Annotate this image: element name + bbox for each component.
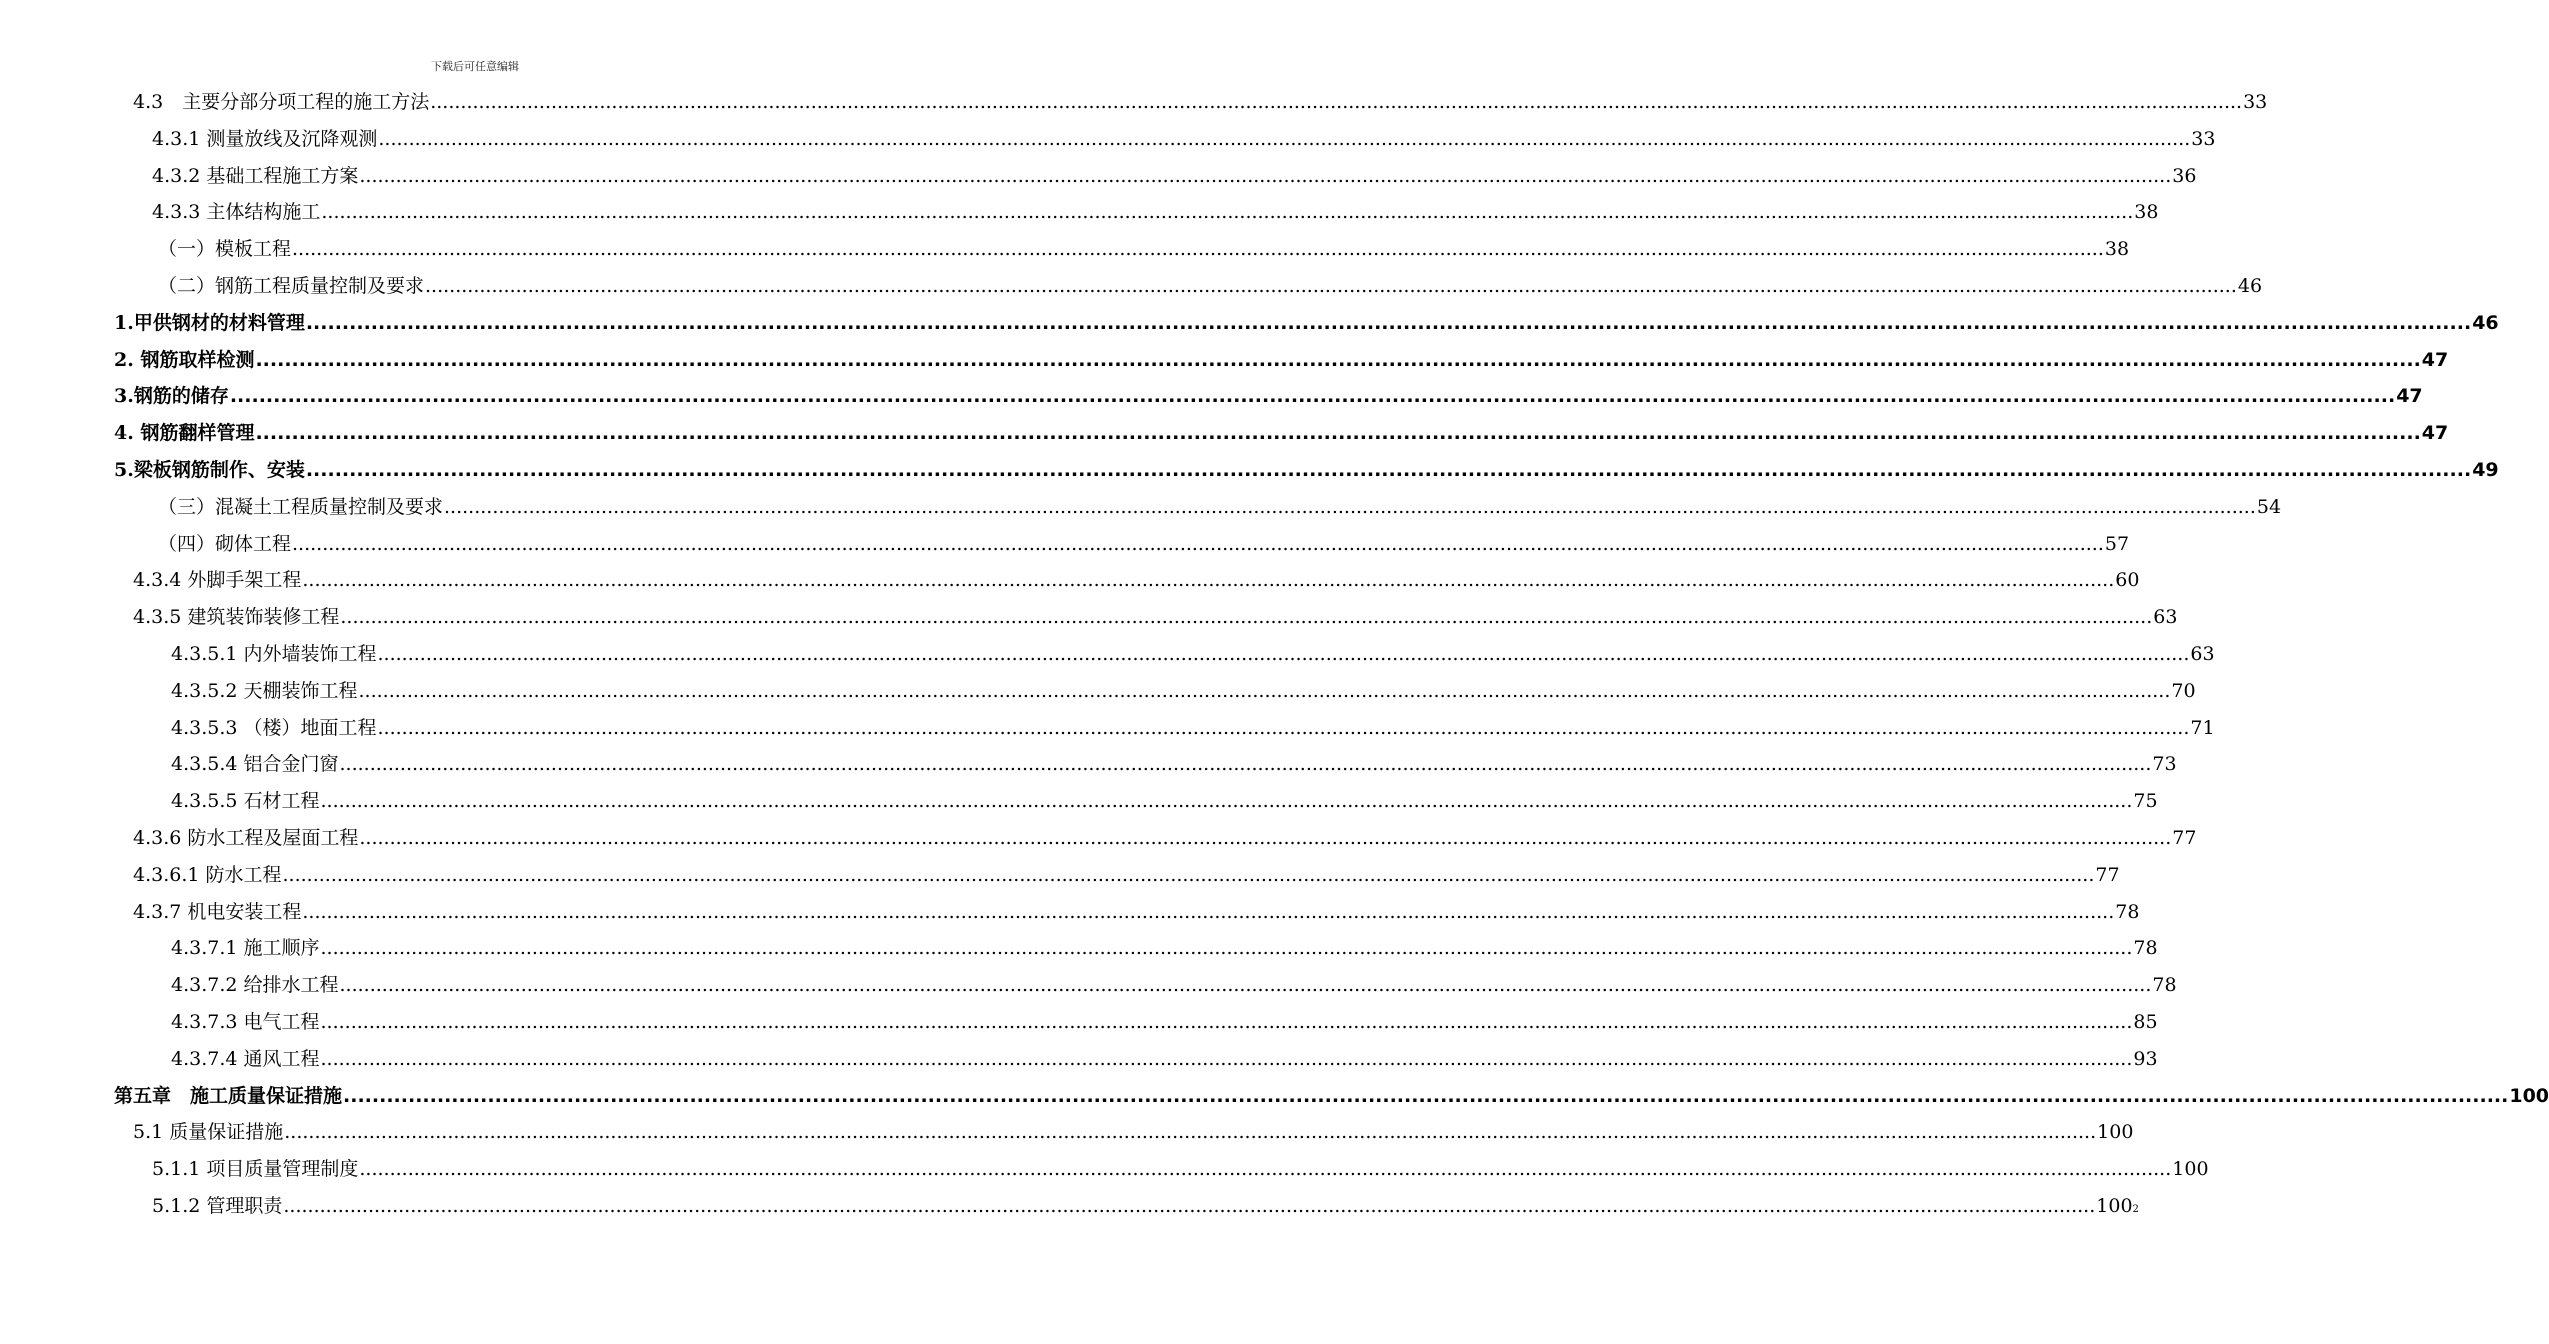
toc-entry-label: 4.3.5.5 石材工程 (171, 790, 320, 812)
toc-entry-label: 3.钢筋的储存 (114, 385, 229, 407)
toc-entry-label: 4.3.3 主体结构施工 (152, 201, 321, 223)
toc-entry-label: 4.3.7.1 施工顺序 (171, 937, 320, 959)
toc-entry-label: 4.3.7.2 给排水工程 (171, 974, 339, 996)
toc-leader-dots: ............................................................................................................................................................................................................................................................................................................ (430, 91, 2243, 113)
toc-entry-page: 47 (2421, 349, 2449, 371)
toc-entry-label: 4.3.7.4 通风工程 (171, 1048, 320, 1070)
toc-entry-label: 2. 钢筋取样检测 (114, 349, 255, 371)
toc-entry[interactable] (171, 933, 2158, 963)
toc-entry-page: 36 (2172, 165, 2197, 187)
toc-entry[interactable] (152, 161, 2197, 191)
toc-entry-label: 4.3.7 机电安装工程 (133, 901, 302, 923)
toc-entry-page: 47 (2396, 385, 2423, 407)
toc-leader-dots: ............................................................................................................................................................................................................................................................................................................ (305, 459, 2472, 481)
toc-leader-dots: ............................................................................................................................................................................................................................................................................................................ (339, 753, 2152, 775)
toc-entry-page: 71 (2190, 717, 2215, 739)
toc-entry-page: 46 (2237, 275, 2263, 297)
toc-leader-dots: ............................................................................................................................................................................................................................................................................................................ (255, 349, 2421, 371)
toc-entry[interactable] (133, 602, 2178, 632)
toc-entry[interactable] (171, 1044, 2158, 1074)
toc-entry-label: 4.3.5.1 内外墙装饰工程 (171, 643, 377, 665)
toc-entry[interactable] (171, 786, 2158, 816)
toc-entry-page: 46 (2472, 312, 2499, 334)
toc-entry[interactable] (152, 124, 2216, 154)
toc-leader-dots: ............................................................................................................................................................................................................................................................................................................ (359, 827, 2172, 849)
toc-leader-dots: ............................................................................................................................................................................................................................................................................................................ (339, 974, 2152, 996)
toc-leader-dots: ............................................................................................................................................................................................................................................................................................................ (377, 643, 2190, 665)
toc-leader-dots: ............................................................................................................................................................................................................................................................................................................ (425, 275, 2237, 297)
toc-entry-page: 78 (2115, 901, 2140, 923)
toc-entry-label: 5.1 质量保证措施 (133, 1121, 284, 1143)
toc-entry-page: 100 (2096, 1195, 2133, 1217)
toc-entry-page: 49 (2472, 459, 2499, 481)
toc-entry-page: 100 (2172, 1158, 2209, 1180)
toc-entry-page: 33 (2243, 91, 2268, 113)
toc-leader-dots: ............................................................................................................................................................................................................................................................................................................ (292, 238, 2104, 260)
toc-leader-dots: ............................................................................................................................................................................................................................................................................................................ (378, 128, 2191, 150)
toc-entry[interactable] (133, 565, 2140, 595)
toc-entry[interactable] (114, 345, 2449, 375)
toc-entry-label: 4.3.5 建筑装饰装修工程 (133, 606, 340, 628)
toc-leader-dots: ............................................................................................................................................................................................................................................................................................................ (320, 1048, 2133, 1070)
toc-entry[interactable] (133, 860, 2120, 890)
toc-leader-dots: ............................................................................................................................................................................................................................................................................................................ (302, 569, 2115, 591)
toc-leader-dots: ............................................................................................................................................................................................................................................................................................................ (320, 1011, 2133, 1033)
toc-entry-page: 70 (2171, 680, 2196, 702)
toc-entry-page: 54 (2256, 496, 2282, 518)
toc-leader-dots: ............................................................................................................................................................................................................................................................................................................ (444, 496, 2256, 518)
toc-entry-page: 38 (2104, 238, 2130, 260)
toc-entry-page: 100 (2509, 1085, 2549, 1107)
toc-leader-dots: ............................................................................................................................................................................................................................................................................................................ (320, 937, 2133, 959)
toc-leader-dots: ............................................................................................................................................................................................................................................................................................................ (377, 717, 2190, 739)
toc-leader-dots: ............................................................................................................................................................................................................................................................................................................ (358, 680, 2171, 702)
toc-entry-page: 100 (2097, 1121, 2134, 1143)
toc-entry[interactable] (171, 639, 2215, 669)
toc-entry[interactable] (158, 271, 2263, 301)
toc-leader-dots: ............................................................................................................................................................................................................................................................................................................ (302, 901, 2115, 923)
toc-leader-dots: ............................................................................................................................................................................................................................................................................................................ (292, 533, 2104, 555)
toc-entry[interactable] (171, 970, 2177, 1000)
toc-leader-dots: ............................................................................................................................................................................................................................................................................................................ (340, 606, 2153, 628)
toc-entry-page: 78 (2152, 974, 2177, 996)
toc-entry-label: （一）模板工程 (158, 238, 292, 260)
toc-entry-page: 63 (2153, 606, 2178, 628)
toc-entry[interactable] (158, 529, 2130, 559)
toc-entry[interactable] (152, 1154, 2209, 1184)
toc-entry-label: 4.3.2 基础工程施工方案 (152, 165, 359, 187)
toc-entry-page: 33 (2191, 128, 2216, 150)
toc-entry-label: 4.3.6.1 防水工程 (133, 864, 282, 886)
toc-entry-label: （三）混凝土工程质量控制及要求 (158, 496, 444, 518)
toc-leader-dots: ............................................................................................................................................................................................................................................................................................................ (320, 790, 2133, 812)
toc-entry-label: 4.3.4 外脚手架工程 (133, 569, 302, 591)
toc-entry[interactable] (133, 1117, 2134, 1147)
toc-leader-dots: ............................................................................................................................................................................................................................................................................................................ (284, 1121, 2097, 1143)
toc-entry-page: 75 (2133, 790, 2158, 812)
toc-entry-page: 85 (2133, 1011, 2158, 1033)
toc-entry[interactable] (133, 823, 2197, 853)
toc-entry-page: 93 (2133, 1048, 2158, 1070)
toc-leader-dots: ............................................................................................................................................................................................................................................................................................................ (255, 422, 2421, 444)
toc-entry[interactable] (133, 87, 2268, 117)
toc-entry-label: 4.3 主要分部分项工程的施工方法 (133, 91, 430, 113)
toc-entry-page: 78 (2133, 937, 2158, 959)
toc-entry[interactable] (171, 713, 2215, 743)
toc-entry-label: 4.3.5.4 铝合金门窗 (171, 753, 339, 775)
toc-entry-label: 5.1.2 管理职责 (152, 1195, 283, 1217)
toc-entry[interactable] (158, 234, 2130, 264)
toc-entry-label: 5.1.1 项目质量管理制度 (152, 1158, 359, 1180)
toc-entry-label: 4.3.1 测量放线及沉降观测 (152, 128, 378, 150)
toc-entry-page: 77 (2095, 864, 2120, 886)
toc-entry-label: 1.甲供钢材的材料管理 (114, 312, 305, 334)
toc-leader-dots: ............................................................................................................................................................................................................................................................................................................ (359, 165, 2172, 187)
toc-leader-dots: ............................................................................................................................................................................................................................................................................................................ (229, 385, 2396, 407)
toc-entry[interactable] (152, 197, 2159, 227)
toc-entry-page: 63 (2190, 643, 2215, 665)
toc-entry-label: 4. 钢筋翻样管理 (114, 422, 255, 444)
toc-entry[interactable] (171, 1007, 2158, 1037)
toc-entry-page: 60 (2115, 569, 2140, 591)
toc-entry-label: 5.梁板钢筋制作、安装 (114, 459, 305, 481)
toc-leader-dots: ............................................................................................................................................................................................................................................................................................................ (305, 312, 2472, 334)
toc-entry[interactable] (133, 897, 2140, 927)
toc-entry[interactable] (114, 418, 2449, 448)
toc-entry[interactable] (158, 492, 2282, 522)
toc-entry-label: 4.3.6 防水工程及屋面工程 (133, 827, 359, 849)
toc-entry-label: （二）钢筋工程质量控制及要求 (158, 275, 425, 297)
toc-entry-label: 4.3.7.3 电气工程 (171, 1011, 320, 1033)
toc-entry-page: 38 (2134, 201, 2159, 223)
toc-leader-dots: ............................................................................................................................................................................................................................................................................................................ (321, 201, 2134, 223)
toc-entry[interactable] (114, 381, 2423, 411)
toc-entry-label: 4.3.5.3 （楼）地面工程 (171, 717, 377, 739)
toc-entry-label: 第五章 施工质量保证措施 (114, 1085, 343, 1107)
toc-entry-label: （四）砌体工程 (158, 533, 292, 555)
page-header: 下载后可任意编辑 (431, 60, 519, 73)
toc-entry-page: 47 (2421, 422, 2449, 444)
toc-entry[interactable] (114, 455, 2499, 485)
toc-entry-page: 73 (2152, 753, 2177, 775)
toc-leader-dots: ............................................................................................................................................................................................................................................................................................................ (359, 1158, 2172, 1180)
toc-entry-label: 4.3.5.2 天棚装饰工程 (171, 680, 358, 702)
toc-leader-dots: ............................................................................................................................................................................................................................................................................................................ (282, 864, 2095, 886)
toc-entry[interactable] (114, 308, 2499, 338)
toc-entry-page: 57 (2104, 533, 2130, 555)
toc-entry-page: 77 (2172, 827, 2197, 849)
toc-entry[interactable] (114, 1081, 2549, 1111)
toc-leader-dots: ............................................................................................................................................................................................................................................................................................................ (343, 1085, 2509, 1107)
toc-entry[interactable] (171, 749, 2177, 779)
toc-entry[interactable] (171, 676, 2196, 706)
toc-entry[interactable]: 5.1.2 管理职责 ............................................................................................................................................................................................................................................................................................................ 100 2 (152, 1191, 810, 1221)
toc-leader-dots: ............................................................................................................................................................................................................................................................................................................ (283, 1195, 2096, 1217)
